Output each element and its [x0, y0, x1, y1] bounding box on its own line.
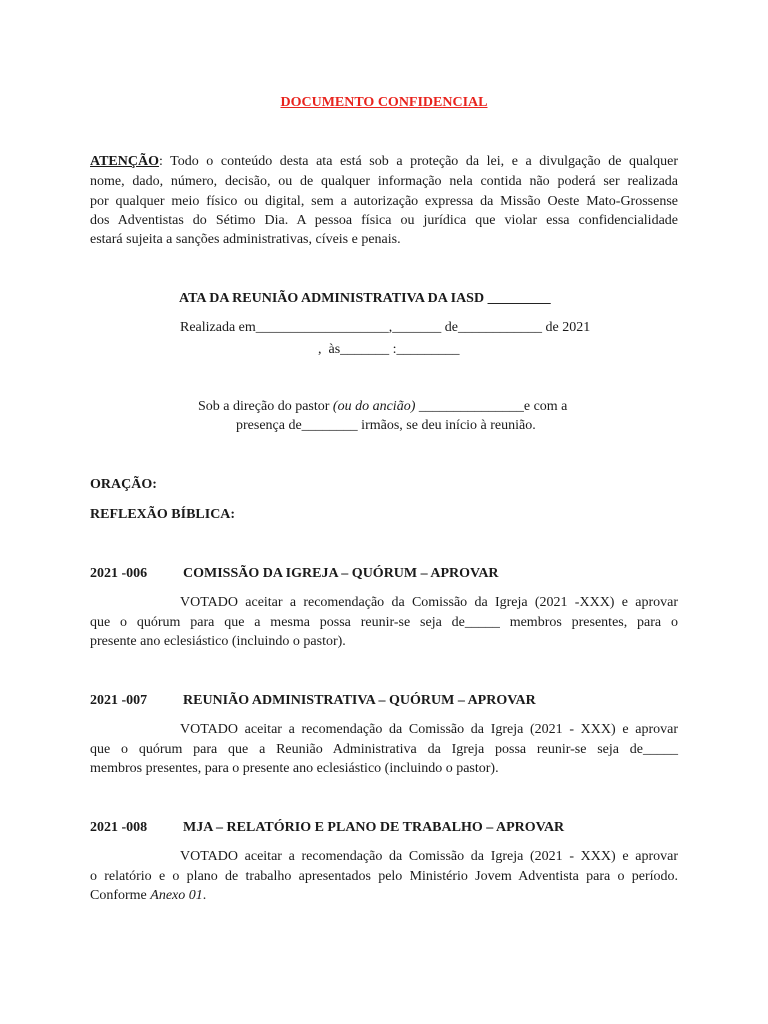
item-title: COMISSÃO DA IGREJA – QUÓRUM – APROVAR [183, 566, 499, 581]
attention-line-5: estará sujeita a sanções administrativas, cíveis e penais. [90, 232, 401, 247]
attention-line-1: ATENÇÃO: Todo o conteúdo desta ata está sob a proteção da lei, e a divulgação de qualquer [90, 154, 678, 169]
attention-line-3: por qualquer meio físico ou digital, sem a autorização expressa da Missão Oeste Mato-Grossense [90, 194, 678, 209]
item-number: 2021 -008 [90, 820, 148, 835]
item-text-line: VOTADO aceitar a recomendação da Comissão da Igreja (2021 -XXX) e aprovar [180, 595, 678, 610]
document-title: DOCUMENTO CONFIDENCIAL [280, 95, 488, 110]
item-text-line: que o quórum para que a mesma possa reunir-se seja de_____ membros presentes, para o [90, 615, 678, 630]
item-text-line: o relatório e o plano de trabalho apresentados pelo Ministério Jovem Adventista para o período. [90, 869, 678, 884]
attention-label: ATENÇÃO [90, 154, 159, 169]
prayer-heading: ORAÇÃO: [90, 477, 157, 492]
item-text-line: VOTADO aceitar a recomendação da Comissão da Igreja (2021 - XXX) e aprovar [180, 722, 678, 737]
meeting-heading: ATA DA REUNIÃO ADMINISTRATIVA DA IASD _________ [179, 291, 551, 306]
item-title: REUNIÃO ADMINISTRATIVA – QUÓRUM – APROVAR [183, 693, 536, 708]
reflection-heading: REFLEXÃO BÍBLICA: [90, 507, 236, 522]
item-number: 2021 -007 [90, 693, 148, 708]
annex-reference: Anexo 01 [150, 888, 203, 903]
item-text-line: Conforme Anexo 01. [90, 888, 207, 903]
item-text-line: VOTADO aceitar a recomendação da Comissão da Igreja (2021 - XXX) e aprovar [180, 849, 678, 864]
direction-line-2: presença de________ irmãos, se deu início à reunião. [236, 418, 536, 433]
meeting-date-line: Realizada em___________________,_______ de____________ de 2021 [180, 320, 591, 335]
item-text-line: membros presentes, para o presente ano eclesiástico (incluindo o pastor). [90, 761, 499, 776]
item-text-line: que o quórum para que a Reunião Administrativa da Igreja possa reunir-se seja de_____ [90, 742, 678, 757]
attention-line-2: nome, dado, número, decisão, ou de qualquer informação nela contida não poderá ser realizada [90, 174, 678, 189]
item-number: 2021 -006 [90, 566, 148, 581]
item-text-line: presente ano eclesiástico (incluindo o pastor). [90, 634, 346, 649]
attention-line-4: dos Adventistas do Sétimo Dia. A pessoa física ou jurídica que violar essa confidencialidade [90, 213, 678, 228]
item-title: MJA – RELATÓRIO E PLANO DE TRABALHO – APROVAR [183, 820, 565, 835]
direction-line-1: Sob a direção do pastor (ou do ancião) _______________e com a [198, 399, 568, 414]
meeting-time-line: , às_______ :_________ [318, 342, 460, 357]
